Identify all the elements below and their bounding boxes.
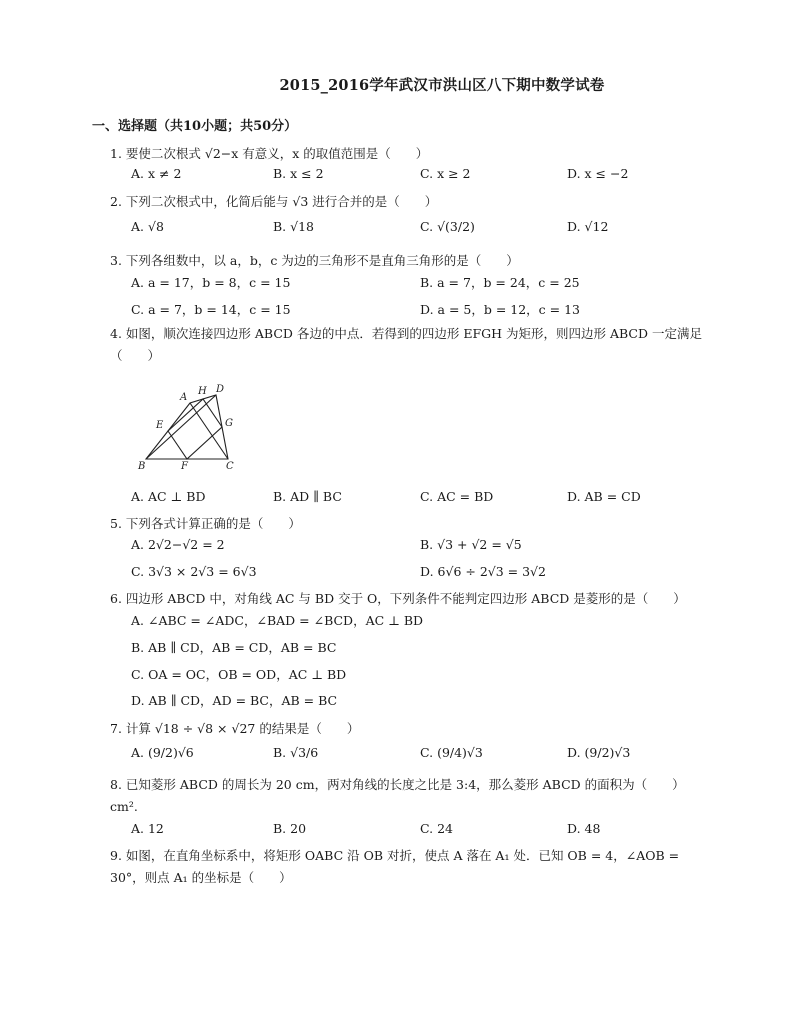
quadrilateral-figure [128, 381, 240, 473]
label-g: G [225, 418, 233, 429]
label-e: E [156, 420, 164, 431]
question-8-option-b[interactable]: B. 20 [273, 821, 307, 836]
question-3-option-d[interactable]: D. a = 5，b = 12，c = 13 [420, 302, 581, 317]
question-8-option-a[interactable]: A. 12 [131, 821, 164, 836]
label-f: F [181, 461, 188, 472]
label-b: B [138, 461, 146, 472]
question-4-option-a[interactable]: A. AC ⊥ BD [131, 489, 206, 504]
question-1-option-b[interactable]: B. x ≤ 2 [273, 166, 324, 181]
question-8-stem: 8. 已知菱形 ABCD 的周长为 20 cm，两对角线的长度之比是 3:4，那么菱形 ABCD 的面积为（ ）cm². [110, 777, 685, 814]
question-4-option-b[interactable]: B. AD ∥ BC [273, 489, 342, 504]
question-4-option-d[interactable]: D. AB = CD [567, 489, 641, 504]
question-7-stem: 7. 计算 √18 ÷ √8 × √27 的结果是（ ） [110, 721, 360, 736]
question-3-option-c[interactable]: C. a = 7，b = 14，c = 15 [131, 302, 291, 317]
question-4-option-c[interactable]: C. AC = BD [420, 489, 494, 504]
label-h: H [198, 386, 207, 397]
question-1-stem: 1. 要使二次根式 √2−x 有意义，x 的取值范围是（ ） [110, 146, 429, 161]
question-2-option-b[interactable]: B. √18 [273, 219, 315, 234]
question-2-option-d[interactable]: D. √12 [567, 219, 609, 234]
question-1-option-c[interactable]: C. x ≥ 2 [420, 166, 471, 181]
question-2-option-a[interactable]: A. √8 [131, 219, 164, 234]
question-7-option-b[interactable]: B. √3/6 [273, 745, 319, 760]
question-9-stem: 9. 如图，在直角坐标系中，将矩形 OABC 沿 OB 对折，使点 A 落在 A₁ 处．已知 OB = 4，∠AOB = 30°，则点 A₁ 的坐标是（ ） [110, 848, 680, 885]
question-1-option-a[interactable]: A. x ≠ 2 [131, 166, 182, 181]
question-7-option-d[interactable]: D. (9/2)√3 [567, 745, 631, 760]
section-heading: 一、选择题（共10小题；共50分） [92, 119, 298, 134]
question-3-stem: 3. 下列各组数中，以 a，b，c 为边的三角形不是直角三角形的是（ ） [110, 253, 519, 268]
question-6-option-d[interactable]: D. AB ∥ CD，AD = BC，AB = BC [131, 693, 338, 708]
question-6-stem: 6. 四边形 ABCD 中，对角线 AC 与 BD 交于 O，下列条件不能判定四边形 ABCD 是菱形的是（ ） [110, 591, 686, 606]
question-8-option-c[interactable]: C. 24 [420, 821, 453, 836]
question-5-option-d[interactable]: D. 6√6 ÷ 2√3 = 3√2 [420, 564, 546, 579]
quadrilateral-efgh [168, 399, 222, 459]
question-8-option-d[interactable]: D. 48 [567, 821, 601, 836]
question-5-stem: 5. 下列各式计算正确的是（ ） [110, 516, 301, 531]
label-a: A [180, 392, 188, 403]
question-2-option-c[interactable]: C. √(3/2) [420, 219, 475, 234]
label-d: D [216, 384, 225, 395]
question-7-option-c[interactable]: C. (9/4)√3 [420, 745, 483, 760]
question-5-option-a[interactable]: A. 2√2−√2 = 2 [131, 537, 225, 552]
question-3-option-a[interactable]: A. a = 17，b = 8，c = 15 [131, 275, 291, 290]
question-5-option-c[interactable]: C. 3√3 × 2√3 = 6√3 [131, 564, 257, 579]
question-7-option-a[interactable]: A. (9/2)√6 [131, 745, 194, 760]
question-5-option-b[interactable]: B. √3 + √2 = √5 [420, 537, 522, 552]
question-6-option-c[interactable]: C. OA = OC，OB = OD，AC ⊥ BD [131, 667, 347, 682]
page-title: 2015_2016学年武汉市洪山区八下期中数学试卷 [279, 77, 605, 94]
question-1-option-d[interactable]: D. x ≤ −2 [567, 166, 629, 181]
question-6-option-a[interactable]: A. ∠ABC = ∠ADC，∠BAD = ∠BCD，AC ⊥ BD [131, 613, 424, 628]
question-6-option-b[interactable]: B. AB ∥ CD，AB = CD，AB = BC [131, 640, 337, 655]
question-3-option-b[interactable]: B. a = 7，b = 24，c = 25 [420, 275, 580, 290]
question-4-stem: 4. 如图，顺次连接四边形 ABCD 各边的中点．若得到的四边形 EFGH 为矩形，则四边形 ABCD 一定满足（ ） [110, 326, 702, 363]
question-2-stem: 2. 下列二次根式中，化简后能与 √3 进行合并的是（ ） [110, 194, 438, 209]
label-c: C [226, 461, 234, 472]
